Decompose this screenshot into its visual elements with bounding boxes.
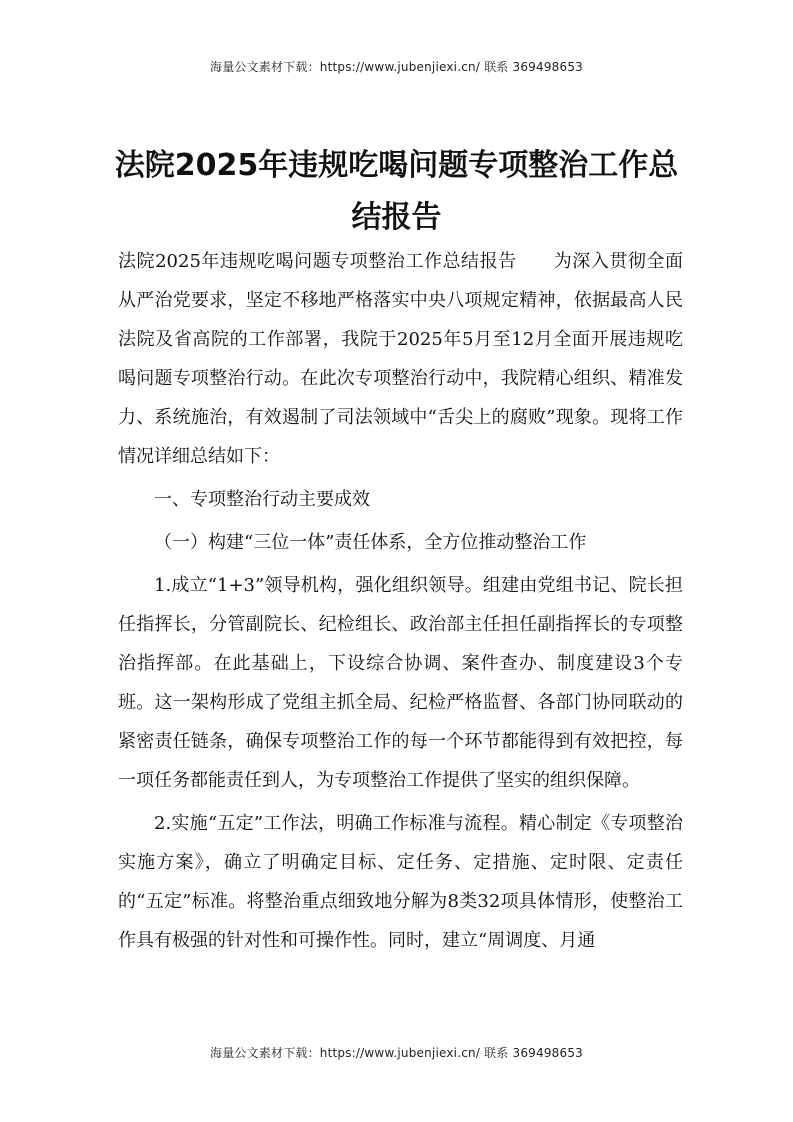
page-header: 海量公文素材下载：https://www.jubenjiexi.cn/ 联系 369498653 — [210, 60, 583, 74]
body-paragraph: 2.实施“五定”工作法，明确工作标准与流程。精心制定《专项整治实施方案》，确立了明确定目标、定任务、定措施、定时限、定责任的“五定”标准。将整治重点细致地分解为8类32项具体情形，使整治工作具有极强的针对性和可操作性。同时，建立“周调度、月通 — [118, 813, 683, 951]
subsection-heading: （一）构建“三位一体”责任体系，全方位推动整治工作 — [154, 532, 587, 553]
section-heading: 一、专项整治行动主要成效 — [154, 489, 370, 510]
document-title: 法院2025年违规吃喝问题专项整治工作总结报告 — [114, 148, 679, 236]
page-footer: 海量公文素材下载：https://www.jubenjiexi.cn/ 联系 369498653 — [210, 1046, 583, 1060]
body-paragraph: 1.成立“1+3”领导机构，强化组织领导。组建由党组书记、院长担任指挥长，分管副院长、纪检组长、政治部主任担任副指挥长的专项整治指挥部。在此基础上，下设综合协调、案件查办、制度建设3个专班。这一架构形成了党组主抓全局、纪检严格监督、各部门协同联动的紧密责任链条，确保专项整治工作的每一个环节都能得到有效把控，每一项任务都能责任到人，为专项整治工作提供了坚实的组织保障。 — [118, 575, 683, 791]
document-body — [118, 242, 683, 960]
intro-paragraph: 法院2025年违规吃喝问题专项整治工作总结报告 为深入贯彻全面从严治党要求，坚定不移地严格落实中央八项规定精神，依据最高人民法院及省高院的工作部署，我院于2025年5月至12月全面开展违规吃喝问题专项整治行动。在此次专项整治行动中，我院精心组织、精准发力、系统施治，有效遏制了司法领域中“舌尖上的腐败”现象。现将工作情况详细总结如下： — [118, 251, 683, 467]
